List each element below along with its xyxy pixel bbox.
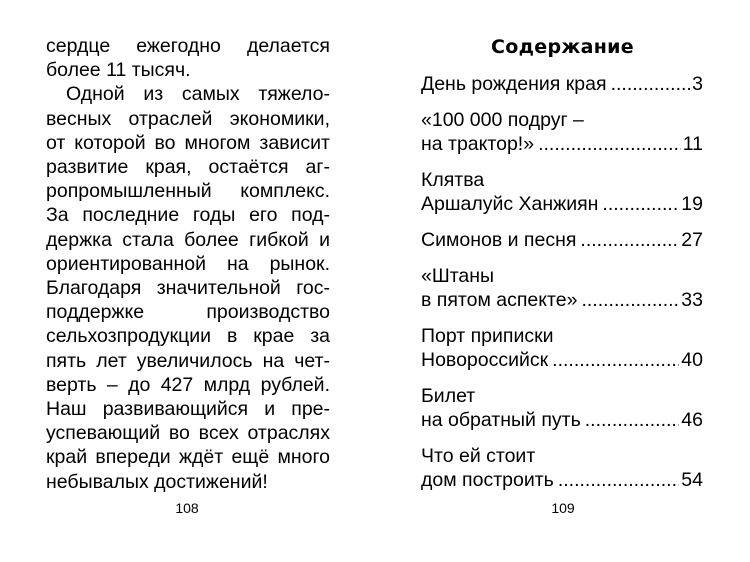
toc-entry[interactable] — [421, 444, 703, 492]
text-line: Благодаря значительной гос- — [46, 277, 330, 300]
text-line: верть – до 427 млрд рублей. — [46, 373, 330, 396]
toc-entry[interactable] — [421, 324, 703, 372]
text-line: более 11 тысяч. — [46, 59, 191, 82]
text-line: ориентированной на рынок. — [46, 252, 330, 275]
toc-page-number: 3 — [692, 73, 703, 95]
toc-entry-title: Что ей стоит — [421, 445, 536, 467]
toc-leader — [580, 228, 679, 252]
text-line: сердце ежегодно делается — [46, 35, 330, 57]
toc-page-number: 19 — [681, 193, 703, 215]
toc-entry[interactable] — [421, 264, 703, 312]
toc-entry[interactable] — [421, 384, 703, 432]
toc-entry-title: Порт приписки — [421, 325, 554, 347]
toc-entry-title: День рождения края — [421, 73, 607, 95]
text-line: пять лет увеличилось на чет- — [46, 349, 330, 372]
text-line: держка стала более гибкой и — [46, 228, 330, 251]
toc-entry-title: «100 000 подруг – — [421, 109, 584, 131]
toc-page-number: 40 — [681, 349, 703, 371]
paragraph-1 — [46, 34, 330, 82]
toc-list — [421, 72, 703, 504]
page-number: 108 — [175, 500, 199, 516]
text-line: поддержке производство — [46, 301, 330, 324]
paragraph-2 — [46, 82, 330, 493]
toc-page-number: 27 — [681, 229, 703, 251]
toc-entry[interactable] — [421, 72, 703, 96]
toc-leader — [602, 192, 679, 216]
toc-leader — [552, 348, 679, 372]
toc-entry[interactable] — [421, 168, 703, 216]
toc-page-number: 11 — [682, 133, 703, 155]
toc-entry-title: Клятва — [421, 169, 485, 191]
toc-page-number: 46 — [681, 409, 703, 431]
text-line: За последние годы его под- — [46, 204, 330, 227]
text-line: ропромышленный комплекс. — [46, 180, 330, 203]
toc-leader — [611, 72, 691, 96]
toc-entry-subtitle: на обратный путь — [421, 409, 581, 431]
text-line: край впереди ждёт ещё много — [46, 446, 330, 469]
toc-leader — [558, 468, 679, 492]
text-line: сельхозпродукции в крае за — [46, 325, 330, 348]
body-text — [46, 34, 330, 494]
toc-entry[interactable] — [421, 228, 703, 252]
text-line: небывалых достижений! — [46, 470, 268, 493]
page-number: 109 — [551, 500, 575, 516]
text-line: развитие края, остаётся аг- — [46, 156, 330, 179]
toc-entry[interactable] — [421, 108, 703, 156]
text-line: Наш развивающийся и пре- — [46, 398, 330, 421]
toc-leader — [581, 288, 679, 312]
toc-entry-subtitle: в пятом аспекте» — [421, 289, 578, 311]
toc-entry-subtitle: на трактор!» — [421, 133, 535, 155]
toc-entry-subtitle: Аршалуйс Ханжиян — [421, 193, 599, 215]
toc-page-number: 54 — [681, 469, 703, 491]
toc-entry-title: Билет — [421, 385, 476, 407]
toc-entry-subtitle: дом построить — [421, 469, 554, 491]
text-line: от которой во многом зависит — [46, 131, 330, 154]
text-line: весных отраслей экономики, — [46, 107, 330, 130]
toc-entry-title: «Штаны — [421, 265, 495, 287]
toc-page-number: 33 — [681, 289, 703, 311]
toc-leader — [585, 408, 680, 432]
right-page — [375, 0, 750, 562]
toc-leader — [538, 132, 681, 156]
text-line: Одной из самых тяжело- — [66, 83, 330, 106]
toc-entry-subtitle: Новороссийск — [421, 349, 549, 371]
toc-entry-title: Симонов и песня — [421, 229, 577, 251]
toc-title: Содержание — [491, 36, 634, 58]
text-line: успевающий во всех отраслях — [46, 422, 330, 445]
